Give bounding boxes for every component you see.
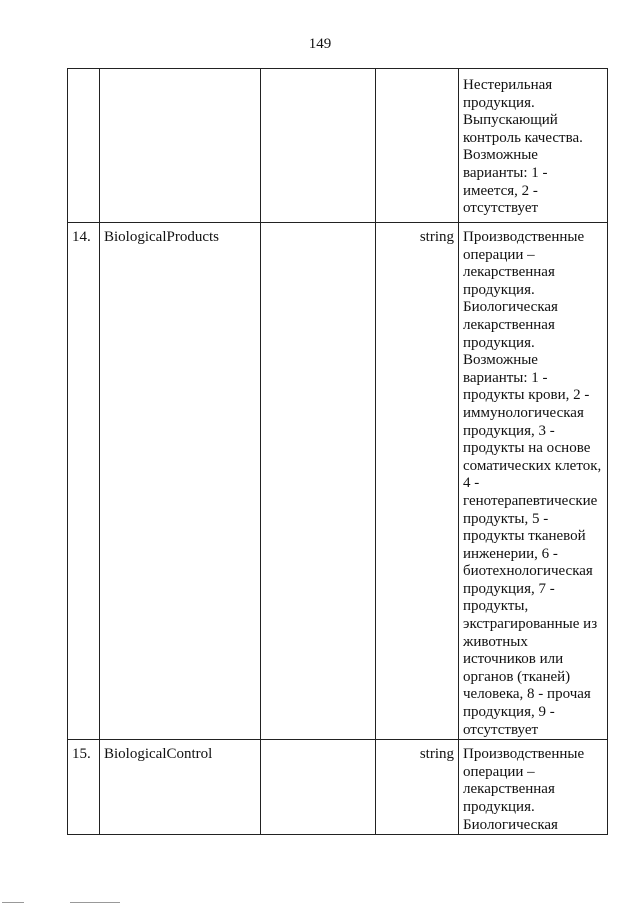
field-details (459, 69, 608, 223)
field-description (261, 69, 376, 223)
field-details (459, 223, 608, 740)
row-number: 14. (68, 223, 100, 740)
field-details-text: Нестерильная продукция. Выпускающий контроль качества. Возможные варианты: 1 - имеется, 2 - отсутствует (463, 77, 583, 217)
field-details (459, 740, 608, 835)
row-number (68, 69, 100, 223)
table-row (68, 740, 608, 835)
field-name: BiologicalControl (100, 740, 261, 835)
table-row (68, 223, 608, 740)
table-row (68, 69, 608, 223)
data-table (67, 68, 608, 835)
field-name: BiologicalProducts (100, 223, 261, 740)
field-details-text: Производственные операции – лекарственная продукция. Биологическая (463, 746, 585, 833)
scan-artifact (70, 902, 120, 903)
field-type (376, 69, 459, 223)
page-number: 149 (308, 36, 332, 52)
field-description (261, 223, 376, 740)
field-type: string (376, 740, 459, 835)
scan-artifact (2, 902, 24, 903)
field-description (261, 740, 376, 835)
row-number: 15. (68, 740, 100, 835)
field-name (100, 69, 261, 223)
field-details-text: Производственные операции – лекарственная продукция. Биологическая лекарственная продукция. Возможные варианты: 1 - продукты крови, 2 - иммунологическая продукция, 3 - продукты на основе соматических клеток, 4 - генотерапевтические продукты, 5 - продукты тканевой инженерии, 6 - биотехнологическая продукция, 7 - продукты, экстрагированные из животных источников или органов (тканей) человека, 8 - прочая продукция, 9 - отсутствует (463, 229, 602, 738)
field-type: string (376, 223, 459, 740)
